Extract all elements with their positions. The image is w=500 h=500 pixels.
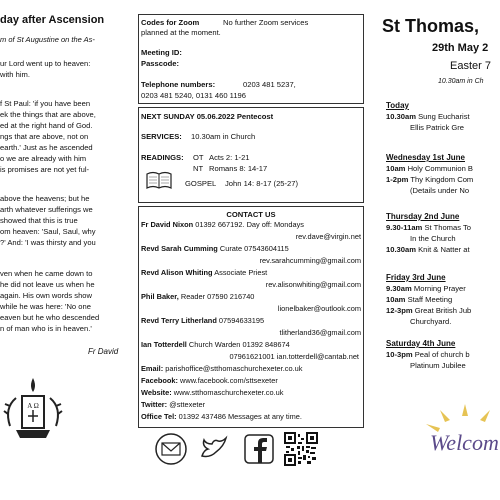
reflection-line: n of man who is in heaven.' (0, 324, 92, 333)
reflection-line: eaven but he who descended (0, 313, 100, 322)
event-description: Morning Prayer (413, 284, 466, 293)
candle-emblem-icon (2, 368, 64, 442)
reflection-subtitle: m of St Augustine on the As- (0, 35, 95, 44)
twitter-icon[interactable] (198, 432, 232, 466)
reflection-line: while he was here: 'No one (0, 302, 91, 311)
contact-name: Revd Alison Whiting (141, 268, 213, 277)
contact-detail: Curate 07543604115 (219, 244, 289, 253)
contact-detail[interactable]: www.facebook.com/sttsexeter (180, 376, 278, 385)
contact-name: Twitter: (141, 400, 168, 409)
schedule-event (410, 361, 466, 370)
service-note: 10.30am in Ch (438, 78, 484, 85)
contact-name: Facebook: (141, 376, 178, 385)
contact-detail[interactable]: www.stthomaschurchexeter.co.uk (173, 388, 284, 397)
event-description: Platinum Jubilee (410, 361, 466, 370)
envelope-icon[interactable] (154, 432, 188, 466)
event-time: 12-3pm (386, 306, 413, 315)
event-description: St Thomas To (424, 223, 472, 232)
gospel-label: GOSPEL (185, 179, 217, 188)
reflection-line: ek the things that are above, (0, 110, 96, 119)
contact-name: Fr David Nixon (141, 220, 194, 229)
contact-email[interactable]: lionelbaker@outlook.com (277, 304, 361, 313)
contact-row (141, 388, 361, 398)
liturgical-week: Easter 7 (450, 60, 491, 72)
meeting-id-label: Meeting ID: (141, 48, 182, 57)
event-description: Sung Eucharist (418, 112, 470, 121)
left-column (0, 0, 133, 500)
contact-row (141, 220, 361, 230)
contact-heading: CONTACT US (226, 210, 276, 219)
zoom-text-1: No further Zoom services (223, 18, 309, 27)
contact-row (139, 352, 359, 362)
event-time: 9.30-11am (386, 223, 423, 232)
contact-row (141, 376, 361, 386)
open-bible-icon (145, 168, 173, 192)
reflection-line: f St Paul: 'if you have been (0, 99, 91, 108)
schedule-event (410, 317, 451, 326)
contact-row (141, 244, 361, 254)
schedule-event (386, 350, 470, 359)
telephone-label: Telephone numbers: (141, 80, 216, 89)
reflection-line: is promises are not yet ful- (0, 165, 90, 174)
contact-name: Office Tel: (141, 412, 177, 421)
telephone-2: 0203 481 5240, 0131 460 1196 (141, 91, 247, 100)
event-time: 9.30am (386, 284, 412, 293)
reflection-line: arth whatever sufferings we (0, 205, 93, 214)
event-time: 10.30am (386, 245, 416, 254)
schedule-event (410, 234, 456, 243)
contact-detail: Church Warden 01392 848674 (188, 340, 290, 349)
telephone-1: 0203 481 5237, (243, 80, 296, 89)
qr-code-icon[interactable] (284, 432, 318, 466)
reflection-line: ?' And: 'I was thirsty and you (0, 238, 96, 247)
nt-value: Romans 8: 14-17 (209, 164, 268, 173)
schedule-event (386, 112, 470, 121)
next-sunday-box (138, 107, 364, 203)
reflection-line: earth.' Just as he ascended (0, 143, 93, 152)
contact-detail: 01392 437486 Messages at any time. (178, 412, 302, 421)
event-time: 10am (386, 295, 406, 304)
event-description: (Details under No (410, 186, 470, 195)
event-description: In the Church (410, 234, 456, 243)
event-description: Peal of church b (414, 350, 470, 359)
contact-detail: Reader 07590 216740 (180, 292, 255, 301)
reflection-line: he did not leave us when he (0, 280, 95, 289)
middle-column (138, 0, 366, 500)
zoom-heading: Codes for Zoom (141, 18, 200, 27)
contact-row (141, 268, 361, 278)
event-time: 1-2pm (386, 175, 409, 184)
event-description: Knit & Natter at (418, 245, 470, 254)
contact-email[interactable]: rev.sarahcumming@gmail.com (259, 256, 361, 265)
next-sunday-heading: NEXT SUNDAY 05.06.2022 Pentecost (141, 112, 274, 121)
reflection-line: showed that this is true (0, 216, 78, 225)
contact-detail: 01392 667192. Day off: Mondays (195, 220, 304, 229)
contact-detail[interactable]: parishoffice@stthomaschurchexeter.co.uk (165, 364, 303, 373)
reflection-title: day after Ascension (0, 14, 105, 26)
contact-detail: 07594633195 (218, 316, 265, 325)
reflection-line: ed at the right hand of God. (0, 121, 93, 130)
contact-name: Website: (141, 388, 172, 397)
svg-text:A Ω: A Ω (27, 402, 39, 410)
contact-detail[interactable]: @sttexeter (169, 400, 206, 409)
reflection-line: ngs that are above, not on (0, 132, 89, 141)
event-description: Staff Meeting (407, 295, 453, 304)
event-description: Great British Jub (414, 306, 472, 315)
reflection-line: above the heavens; but he (0, 194, 90, 203)
contact-box (138, 206, 364, 428)
schedule-event (386, 245, 470, 254)
schedule-day-heading: Wednesday 1st June (386, 153, 465, 162)
event-description: Holy Communion B (407, 164, 473, 173)
event-description: Churchyard. (410, 317, 452, 326)
ot-value: Acts 2: 1-21 (209, 153, 250, 162)
readings-label: READINGS: (141, 153, 184, 162)
services-label: SERVICES: (141, 132, 182, 141)
schedule-day-heading: Friday 3rd June (386, 273, 446, 282)
contact-detail: Associate Priest (214, 268, 268, 277)
schedule-event (386, 223, 471, 232)
reflection-author: Fr David (88, 347, 119, 356)
gospel-value: John 14: 8-17 (25-27) (225, 179, 299, 188)
nt-label: NT (193, 164, 204, 173)
welcome-text: Welcom (430, 430, 499, 455)
schedule-event (386, 175, 473, 184)
schedule-event (386, 164, 473, 173)
reflection-line: om heaven: 'Saul, Saul, why (0, 227, 96, 236)
reflection-line: o we are already with him (0, 154, 87, 163)
contact-row (141, 292, 361, 302)
contact-row (141, 400, 361, 410)
schedule-day-heading: Thursday 2nd June (386, 212, 460, 221)
ot-label: OT (193, 153, 204, 162)
schedule-event (386, 295, 452, 304)
services-value: 10.30am in Church (191, 132, 256, 141)
service-date: 29th May 2 (432, 42, 489, 54)
event-description: Thy Kingdom Com (410, 175, 474, 184)
event-time: 10-3pm (386, 350, 413, 359)
contact-name: Revd Sarah Cumming (141, 244, 218, 253)
event-time: 10am (386, 164, 406, 173)
reflection-line: with him. (0, 70, 30, 79)
welcome-banner (420, 402, 500, 462)
contact-email[interactable]: rev.alisonwhiting@gmail.com (265, 280, 361, 289)
schedule-event (386, 284, 466, 293)
contact-email[interactable]: tlitherland36@gmail.com (279, 328, 361, 337)
contact-name: Revd Terry Litherland (141, 316, 217, 325)
church-title: St Thomas, (382, 16, 480, 36)
schedule-event (410, 186, 469, 195)
contact-detail[interactable]: 07961621001 ian.totterdell@cantab.net (229, 352, 359, 361)
contact-row (141, 316, 361, 326)
contact-name: Email: (141, 364, 164, 373)
contact-row (141, 340, 361, 350)
zoom-codes-box (138, 14, 364, 104)
event-time: 10.30am (386, 112, 416, 121)
contact-name: Phil Baker, (141, 292, 179, 301)
facebook-icon[interactable] (242, 432, 276, 466)
contact-row (141, 412, 361, 422)
contact-name: Ian Totterdell (141, 340, 187, 349)
passcode-label: Passcode: (141, 59, 179, 68)
contact-email[interactable]: rev.dave@virgin.net (295, 232, 361, 241)
schedule-day-heading: Today (386, 101, 409, 110)
reflection-line: ur Lord went up to heaven: (0, 59, 91, 68)
event-description: Ellis Patrick Gre (410, 123, 465, 132)
right-column (370, 0, 500, 500)
schedule-day-heading: Saturday 4th June (386, 339, 456, 348)
schedule-event (410, 123, 464, 132)
reflection-line: again. His own words show (0, 291, 93, 300)
zoom-text-2: planned at the moment. (141, 28, 221, 37)
reflection-line: ven when he came down to (0, 269, 93, 278)
schedule-event (386, 306, 471, 315)
contact-row (141, 364, 361, 374)
